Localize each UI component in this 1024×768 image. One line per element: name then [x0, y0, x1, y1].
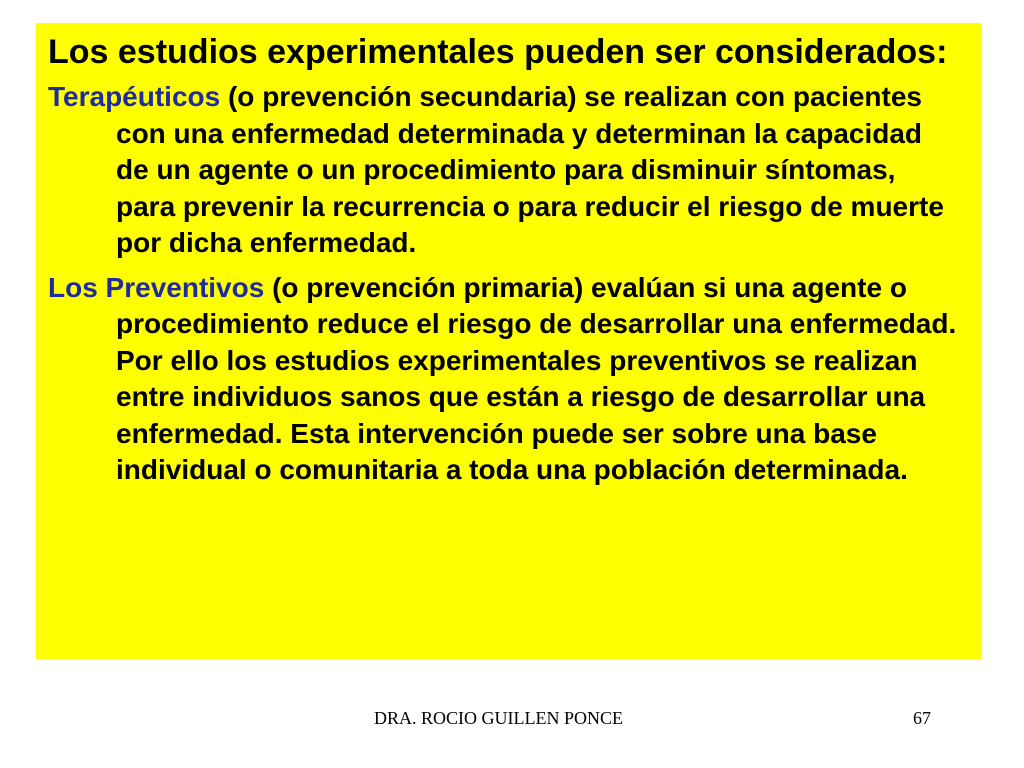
- paragraph-preventive-text: (o prevención primaria) evalúan si una agente o procedimiento reduce el riesgo de desarrollar una enfermedad. Por ello los estudios experimentales preventivos se realizan entre individuos sanos que están a riesgo de desarrollar una enfermedad. Esta intervención puede ser sobre una base individual o comunitaria a toda una población determinada.: [116, 271, 957, 485]
- paragraph-therapeutic-text: (o prevención secundaria) se realizan con pacientes con una enfermedad determinada y determinan la capacidad de un agente o un procedimiento para disminuir síntomas, para prevenir la recurrencia o para reducir el riesgo de muerte por dicha enfermedad.: [116, 81, 944, 258]
- slide-heading: Los estudios experimentales pueden ser considerados:: [48, 33, 948, 71]
- page-number: 67: [913, 708, 931, 728]
- term-therapeutic: Terapéuticos: [48, 81, 221, 112]
- slide-content-box: [36, 23, 981, 659]
- footer-author: DRA. ROCIO GUILLEN PONCE: [374, 708, 623, 728]
- paragraph-therapeutic: [48, 79, 961, 262]
- paragraph-preventive: [48, 270, 961, 489]
- term-preventive: Los Preventivos: [48, 271, 265, 303]
